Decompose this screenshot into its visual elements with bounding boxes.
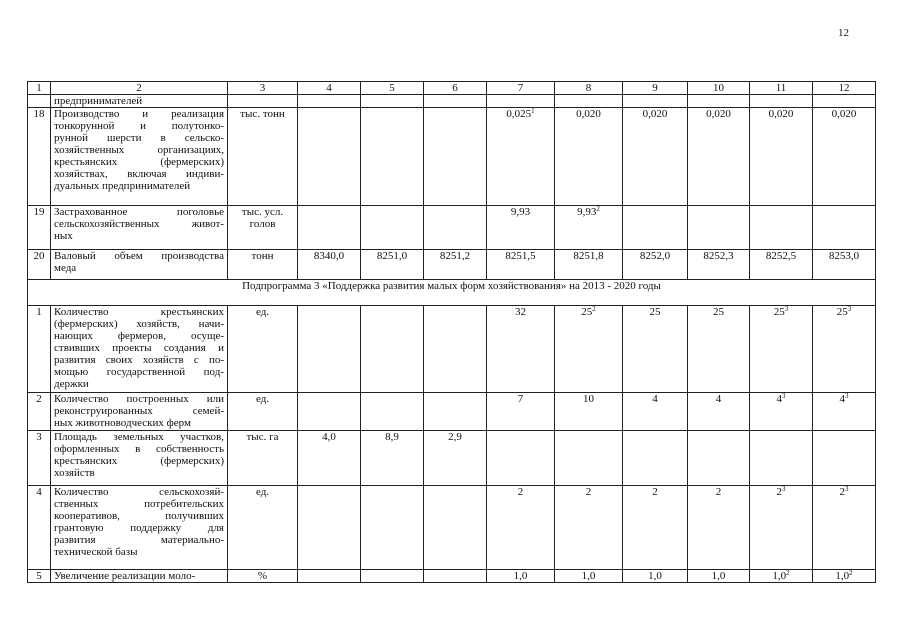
subprogram-title: Подпрограмма 3 «Поддержка развития малых форм хозяйствования» на 2013 - 2020 годы	[28, 280, 876, 306]
value: 2	[652, 486, 658, 498]
value-cell	[424, 108, 487, 206]
value-cell	[424, 250, 487, 280]
unit	[228, 486, 298, 570]
value: 2	[839, 486, 845, 498]
header-cell: 6	[424, 82, 487, 95]
header-row	[28, 82, 876, 95]
cell	[688, 95, 750, 108]
value: 0,020	[706, 108, 731, 120]
value-cell	[555, 206, 623, 250]
header-cell: 3	[228, 82, 298, 95]
value-cell	[623, 393, 688, 431]
footnote-mark: 2	[592, 305, 596, 313]
value: 10	[583, 393, 594, 405]
unit-line: ед.	[255, 393, 270, 405]
indicator-name	[51, 306, 228, 393]
cell	[623, 95, 688, 108]
value: 0,020	[768, 108, 794, 120]
unit-line: тыс. усл.	[241, 206, 284, 218]
value: 7	[517, 393, 524, 405]
value: 1,0	[648, 570, 662, 582]
value-cell	[298, 570, 361, 583]
indicator-name-line: оформленных в собственность	[54, 443, 224, 455]
unit	[228, 206, 298, 250]
table-row	[28, 570, 876, 583]
indicator-name	[51, 206, 228, 250]
indicator-name-line: Производство и реализация	[54, 108, 224, 120]
footnote-mark: 2	[786, 569, 790, 577]
indicator-name-line: держки	[54, 378, 89, 390]
value: 2	[776, 486, 782, 498]
value-cell	[688, 486, 750, 570]
value-cell	[298, 206, 361, 250]
value-cell	[623, 250, 688, 280]
value-cell	[361, 250, 424, 280]
indicator-name-line: грантовую поддержку для	[54, 522, 224, 534]
value: 2	[585, 486, 592, 498]
unit	[228, 108, 298, 206]
value-cell	[750, 486, 813, 570]
indicator-name-line: Количество сельскохозяй-	[54, 486, 224, 498]
value-cell	[688, 108, 750, 206]
header-cell: 11	[750, 82, 813, 95]
value: 2	[715, 486, 722, 498]
value: 9,93	[510, 206, 531, 218]
value: 25	[649, 306, 661, 318]
value-cell	[361, 486, 424, 570]
table-row	[28, 393, 876, 431]
cell	[298, 95, 361, 108]
footnote-mark: 3	[845, 392, 849, 400]
value: 8340,0	[313, 250, 345, 262]
header-cell: 12	[813, 82, 876, 95]
value: 4,0	[322, 431, 336, 443]
value: 2,9	[448, 431, 462, 443]
unit	[228, 431, 298, 486]
value-cell	[623, 570, 688, 583]
value-cell	[813, 570, 876, 583]
indicator-name-line: (фермерских) хозяйств, начи-	[54, 318, 224, 330]
indicator-name-line: Застрахованное поголовье	[54, 206, 224, 218]
cell	[228, 95, 298, 108]
value: 25	[581, 306, 593, 318]
table-row	[28, 206, 876, 250]
cell	[424, 95, 487, 108]
value-cell	[813, 306, 876, 393]
header-cell: 8	[555, 82, 623, 95]
indicator-name	[51, 570, 228, 583]
page-number: 12	[838, 27, 849, 39]
table-row	[28, 250, 876, 280]
value: 9,93	[577, 206, 597, 218]
value-cell	[623, 306, 688, 393]
value-cell	[750, 431, 813, 486]
indicator-name-line: хозяйств	[54, 467, 95, 479]
cell	[813, 95, 876, 108]
value: 8253,0	[828, 250, 860, 262]
unit-line: тыс. тонн	[240, 108, 285, 120]
indicator-name-line: Площадь земельных участков,	[54, 431, 224, 443]
footnote-mark: 3	[845, 485, 849, 493]
indicator-name	[51, 393, 228, 431]
footnote-mark: 3	[782, 392, 786, 400]
value-cell	[298, 108, 361, 206]
unit-line: ед.	[255, 486, 270, 498]
unit-line: тонн	[251, 250, 274, 262]
value: 2	[517, 486, 524, 498]
indicator-name-line: реконструированных семей-	[54, 405, 224, 417]
value-cell	[750, 108, 813, 206]
indicator-name	[51, 250, 228, 280]
footnote-mark: 2	[596, 205, 600, 213]
indicators-table	[27, 81, 876, 583]
value: 1,0	[835, 570, 850, 582]
indicator-name-line: кооперативов, получивших	[54, 510, 224, 522]
value-cell	[298, 306, 361, 393]
indicator-name-line: рунной шерсти в сельско-	[54, 132, 224, 144]
value: 8251,8	[573, 250, 604, 262]
value-cell	[487, 393, 555, 431]
unit-line: ед.	[255, 306, 270, 318]
value: 0,020	[576, 108, 601, 120]
indicator-name-line: ственных потребительских	[54, 498, 224, 510]
value-cell	[361, 431, 424, 486]
value-cell	[813, 431, 876, 486]
value: 4	[839, 393, 845, 405]
footnote-mark: 3	[782, 485, 786, 493]
row-number: 19	[28, 206, 51, 250]
value: 8251,2	[439, 250, 471, 262]
value-cell	[623, 206, 688, 250]
table-row	[28, 108, 876, 206]
value: 25	[773, 306, 785, 318]
indicator-name-line: меда	[54, 262, 77, 274]
value-cell	[688, 570, 750, 583]
value-cell	[813, 393, 876, 431]
value-cell	[750, 250, 813, 280]
indicator-name-line: Количество построенных или	[54, 393, 224, 405]
value-cell	[688, 306, 750, 393]
value-cell	[688, 206, 750, 250]
indicator-name	[51, 108, 228, 206]
indicator-name-line: Валовый объем производства	[54, 250, 224, 262]
value-cell	[555, 431, 623, 486]
value-cell	[750, 206, 813, 250]
value: 0,025	[506, 108, 532, 120]
unit-line: %	[257, 570, 268, 582]
value-cell	[487, 108, 555, 206]
indicator-name-line: дуальных предпринимателей	[54, 180, 191, 192]
value-cell	[623, 108, 688, 206]
value: 1,0	[711, 570, 726, 582]
continuation-text: предпринимателей	[51, 95, 228, 108]
row-number: 20	[28, 250, 51, 280]
row-number: 2	[28, 393, 51, 431]
row-number: 4	[28, 486, 51, 570]
value-cell	[361, 306, 424, 393]
indicator-name-line: хозяйственных организациях,	[54, 144, 224, 156]
indicator-name-line: ных	[54, 230, 73, 242]
cell	[28, 95, 51, 108]
value-cell	[813, 108, 876, 206]
indicator-name-line: хозяйствах, включая индиви-	[54, 168, 224, 180]
value: 8251,0	[376, 250, 408, 262]
value-cell	[487, 206, 555, 250]
value-cell	[424, 486, 487, 570]
value-cell	[298, 431, 361, 486]
value-cell	[424, 306, 487, 393]
header-cell: 7	[487, 82, 555, 95]
value-cell	[555, 486, 623, 570]
indicator-name-line: технической базы	[54, 546, 138, 558]
value-cell	[688, 393, 750, 431]
unit	[228, 570, 298, 583]
value-cell	[623, 486, 688, 570]
header-cell: 9	[623, 82, 688, 95]
unit	[228, 393, 298, 431]
indicator-name-line: нающих фермеров, осуще-	[54, 330, 224, 342]
unit-line: голов	[249, 218, 276, 230]
indicator-name-line: Количество крестьянских	[54, 306, 224, 318]
value-cell	[424, 393, 487, 431]
value: 25	[836, 306, 848, 318]
value-cell	[487, 431, 555, 486]
value-cell	[361, 570, 424, 583]
header-cell: 2	[51, 82, 228, 95]
table-row	[28, 306, 876, 393]
indicator-name-line: тонкорунной и полутонко-	[54, 120, 224, 132]
indicator-name-line: ствивших проекты создания и	[54, 342, 224, 354]
cell	[487, 95, 555, 108]
value-cell	[750, 570, 813, 583]
header-cell: 10	[688, 82, 750, 95]
header-cell: 1	[28, 82, 51, 95]
footnote-mark: 1	[531, 107, 535, 115]
indicator-name	[51, 486, 228, 570]
cell	[750, 95, 813, 108]
indicator-name	[51, 431, 228, 486]
value-cell	[555, 108, 623, 206]
unit-line: тыс. га	[246, 431, 279, 443]
footnote-mark: 2	[849, 569, 853, 577]
value-cell	[487, 486, 555, 570]
row-number: 18	[28, 108, 51, 206]
value-cell	[361, 393, 424, 431]
footnote-mark: 3	[784, 305, 789, 313]
indicator-name-line: мощью государственной под-	[54, 366, 224, 378]
value-cell	[424, 431, 487, 486]
value: 8,9	[385, 431, 399, 443]
header-cell: 4	[298, 82, 361, 95]
table-body	[28, 82, 876, 583]
value-cell	[813, 486, 876, 570]
value: 4	[776, 393, 782, 405]
unit	[228, 306, 298, 393]
value-cell	[298, 486, 361, 570]
value-cell	[487, 570, 555, 583]
row-number: 3	[28, 431, 51, 486]
value-cell	[298, 250, 361, 280]
value-cell	[623, 431, 688, 486]
indicator-name-line: Увеличение реализации моло-	[54, 570, 196, 582]
value-cell	[361, 206, 424, 250]
value-cell	[688, 250, 750, 280]
value-cell	[688, 431, 750, 486]
value-cell	[555, 250, 623, 280]
indicator-name-line: развития материально-	[54, 534, 224, 546]
row-number: 1	[28, 306, 51, 393]
value: 0,020	[642, 108, 668, 120]
value: 1,0	[581, 570, 596, 582]
value-cell	[750, 393, 813, 431]
value: 0,020	[831, 108, 857, 120]
value: 4	[715, 393, 722, 405]
row-number: 5	[28, 570, 51, 583]
value: 8252,5	[765, 250, 797, 262]
indicator-name-line: сельскохозяйственных живот-	[54, 218, 224, 230]
value: 32	[515, 306, 526, 318]
indicator-name-line: крестьянских (фермерских)	[54, 455, 224, 467]
indicator-name-line: крестьянских (фермерских)	[54, 156, 224, 168]
value-cell	[813, 250, 876, 280]
continuation-row	[28, 95, 876, 108]
value-cell	[361, 108, 424, 206]
cell	[361, 95, 424, 108]
value-cell	[487, 306, 555, 393]
value-cell	[424, 206, 487, 250]
value-cell	[750, 306, 813, 393]
table-row	[28, 486, 876, 570]
value: 1,0	[513, 570, 528, 582]
subprogram-row	[28, 280, 876, 306]
value: 8252,0	[639, 250, 671, 262]
value-cell	[813, 206, 876, 250]
value-cell	[424, 570, 487, 583]
indicator-name-line: ных животноводческих ферм	[54, 417, 191, 429]
value-cell	[555, 393, 623, 431]
value: 4	[652, 393, 658, 405]
value-cell	[555, 570, 623, 583]
indicator-name-line: развития своих хозяйств с по-	[54, 354, 224, 366]
unit	[228, 250, 298, 280]
value: 8252,3	[703, 250, 734, 262]
value: 1,0	[772, 570, 787, 582]
table-row	[28, 431, 876, 486]
value: 8251,5	[505, 250, 536, 262]
cell	[555, 95, 623, 108]
value: 25	[713, 306, 724, 318]
value-cell	[555, 306, 623, 393]
value-cell	[487, 250, 555, 280]
footnote-mark: 3	[847, 305, 852, 313]
header-cell: 5	[361, 82, 424, 95]
value-cell	[298, 393, 361, 431]
